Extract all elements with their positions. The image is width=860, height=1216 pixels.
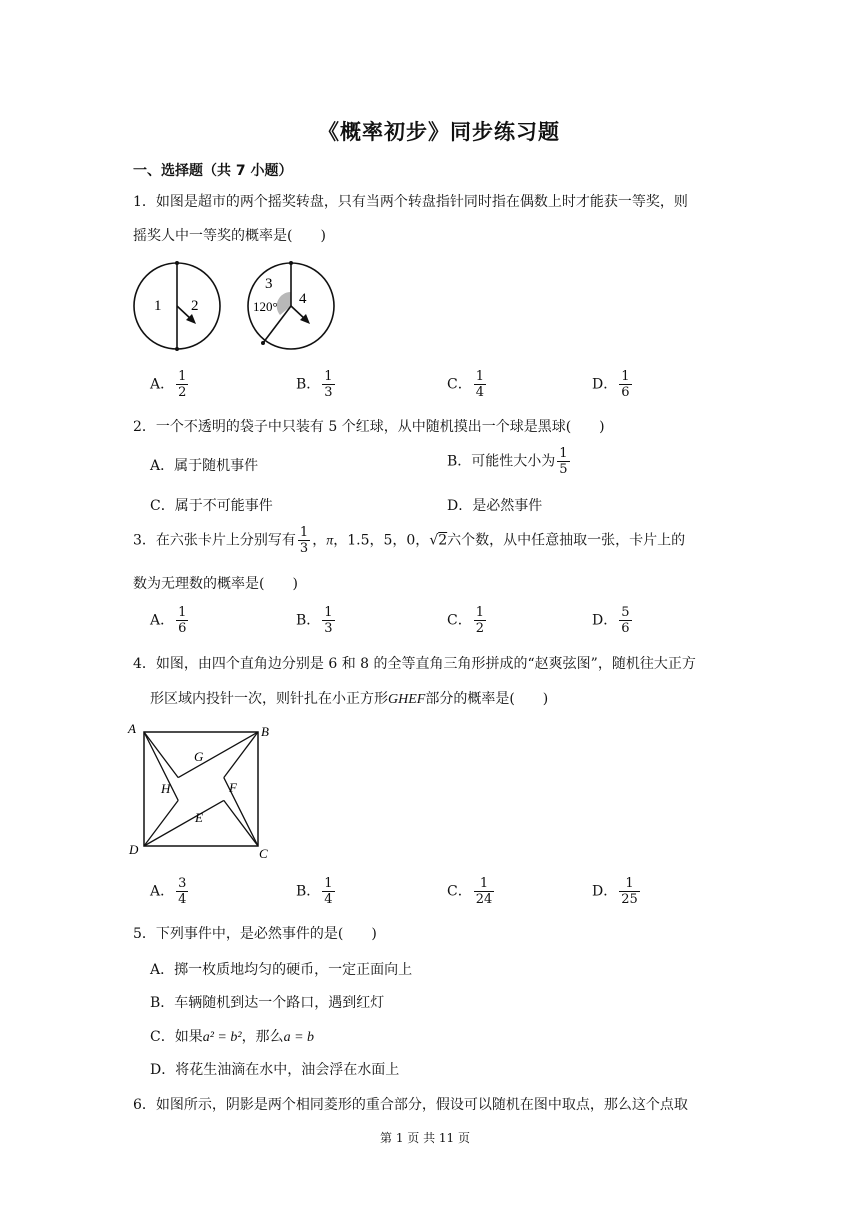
spinner-label-3: 3 [265,276,273,292]
vertex-label-e: E [195,810,203,825]
q1-option-d[interactable]: D． $\frac{1}{6}$ [592,369,630,400]
q4-zhao-shuang-diagram [125,718,280,863]
page-title: 《概率初步》同步练习题 [318,120,560,144]
q3-option-d[interactable]: D． $\frac{5}{6}$ [592,605,630,636]
q6-stem-line1: 6．如图所示，阴影是两个相同菱形的重合部分，假设可以随机在图中取点，那么这个点取 [133,1097,688,1113]
q4-stem-line1: 4．如图，由四个直角边分别是 6 和 8 的全等直角三角形拼成的“赵爽弦图”，随机往大正方 [133,656,696,672]
q2-option-d[interactable]: D．是必然事件 [447,498,543,514]
q5-option-b[interactable]: B．车辆随机到达一个路口，遇到红灯 [150,995,385,1011]
q3-option-a[interactable]: A． $\frac{1}{6}$ [150,605,187,636]
q3-option-b[interactable]: B． $\frac{1}{3}$ [296,605,333,636]
vertex-label-b: B [261,724,269,739]
q3-stem-line2: 数为无理数的概率是( ) [133,576,298,592]
q1-stem-line1: 1．如图是超市的两个摇奖转盘，只有当两个转盘指针同时指在偶数上时才能获一等奖，则 [133,194,688,210]
spinner-label-4: 4 [299,291,307,307]
vertex-label-g: G [194,749,204,764]
q2-option-b[interactable]: B．可能性大小为 $\frac{1}{5}$ [447,446,568,477]
section-heading: 一、选择题（共 7 小题） [133,163,293,179]
sqrt-symbol: √2 [429,532,448,549]
q4-stem-line2: 形区域内投针一次，则针扎在小正方形GHEF部分的概率是( ) [150,691,549,707]
q2-option-c[interactable]: C．属于不可能事件 [150,498,273,514]
spinner-label-1: 1 [154,298,162,314]
q5-stem: 5．下列事件中，是必然事件的是( ) [133,926,377,942]
vertex-label-f: F [229,780,237,795]
q4-option-b[interactable]: B． $\frac{1}{4}$ [296,876,333,907]
shaded-angle [277,292,291,315]
q1-spinner-figure [128,258,343,358]
q5-option-a[interactable]: A．掷一枚质地均匀的硬币，一定正面向上 [150,962,413,978]
q2-option-a[interactable]: A．属于随机事件 [150,458,259,474]
spinner-label-2: 2 [191,298,199,314]
q1-option-a[interactable]: A． $\frac{1}{2}$ [150,369,187,400]
q4-option-a[interactable]: A． $\frac{3}{4}$ [150,876,187,907]
q1-option-c[interactable]: C． $\frac{1}{4}$ [447,369,484,400]
page-footer: 第 1 页 共 11 页 [380,1131,470,1145]
q1-option-b[interactable]: B． $\frac{1}{3}$ [296,369,333,400]
q2-stem: 2．一个不透明的袋子中只装有 5 个红球，从中随机摸出一个球是黑球( ) [133,419,605,435]
spinner-angle: 120° [253,299,278,314]
q4-option-c[interactable]: C． $\frac{1}{24}$ [447,876,493,907]
q1-stem-line2: 摇奖人中一等奖的概率是( ) [133,228,326,244]
q3-stem-line1: 3．在六张卡片上分别写有 $\frac{1}{3}$ ，π，1.5，5，0，√2六个数，从中任意抽取一张，卡片上的 [133,525,686,556]
vertex-label-h: H [161,781,171,796]
q3-option-c[interactable]: C． $\frac{1}{2}$ [447,605,484,636]
vertex-label-a: A [128,721,136,736]
vertex-label-d: D [129,842,139,857]
q4-option-d[interactable]: D． $\frac{1}{25}$ [592,876,638,907]
vertex-label-c: C [259,846,268,861]
q5-option-d[interactable]: D．将花生油滴在水中，油会浮在水面上 [150,1062,400,1078]
q5-option-c[interactable]: C．如果a² = b²，那么a = b [150,1029,315,1045]
